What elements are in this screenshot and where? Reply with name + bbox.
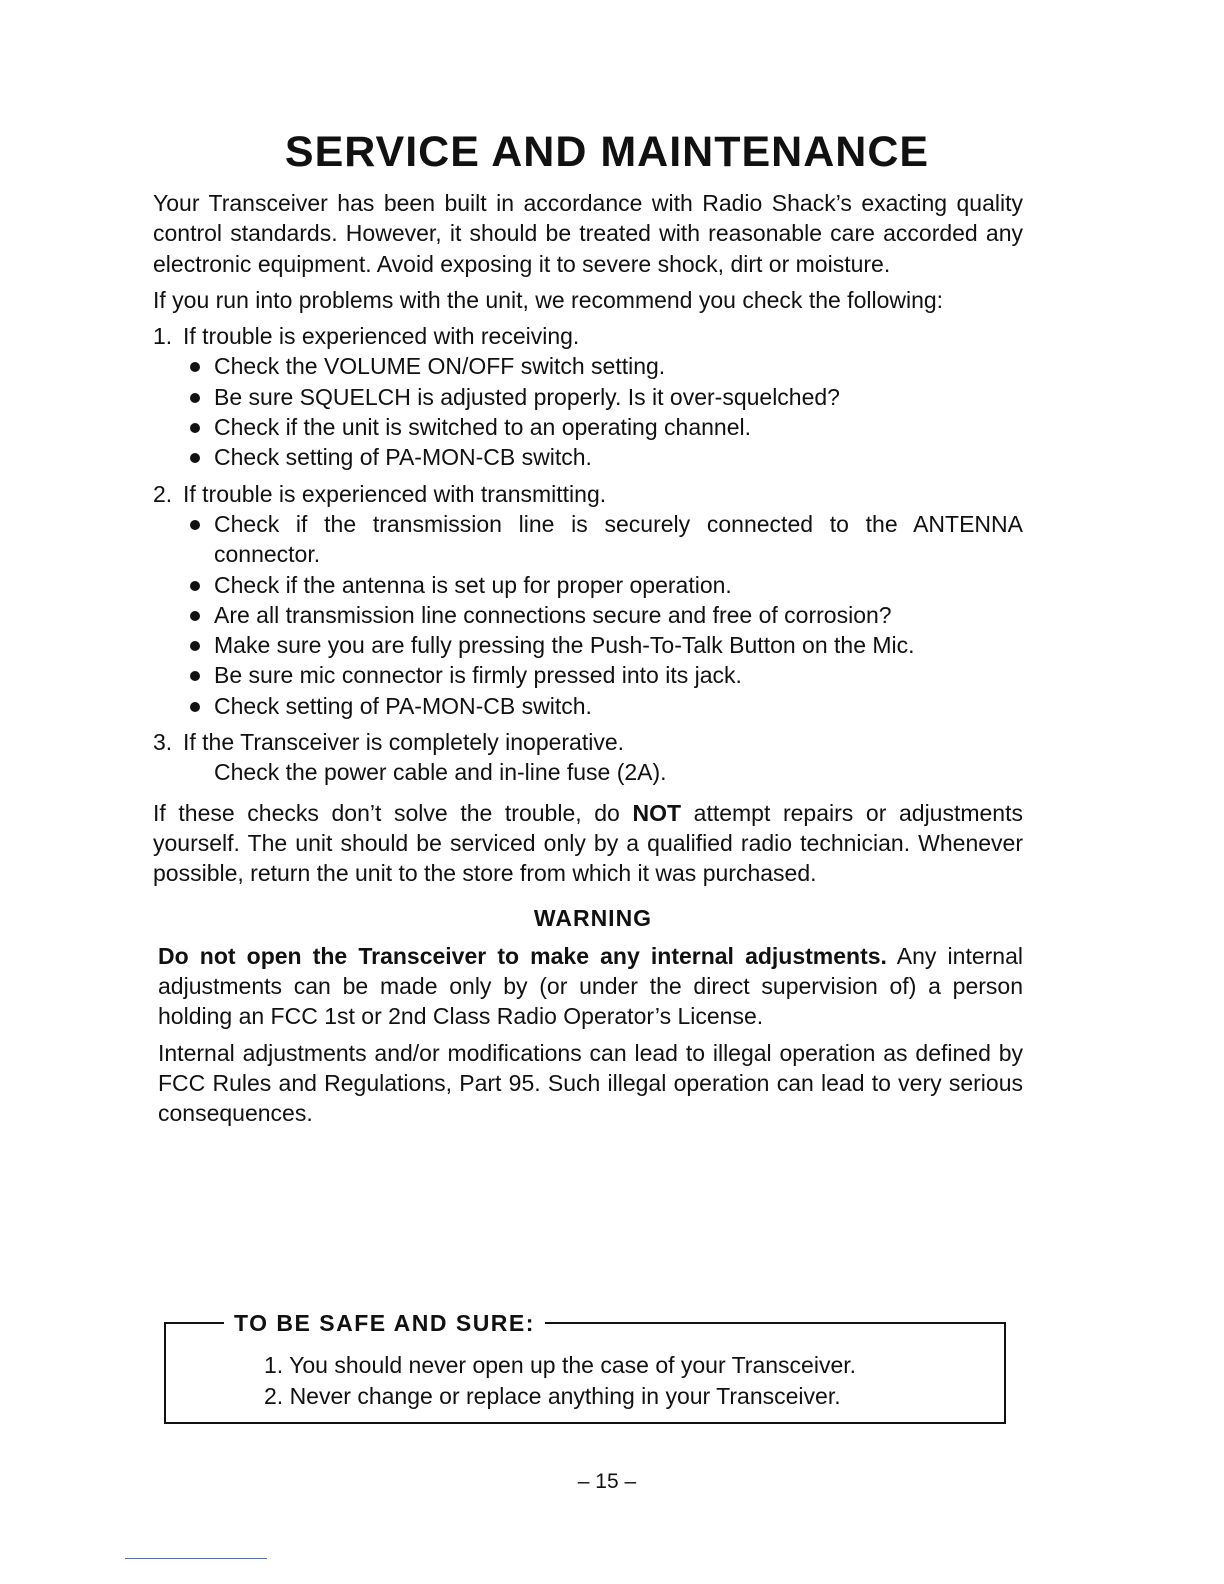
page-title: SERVICE AND MAINTENANCE [284,128,930,176]
bullet-icon [190,453,200,463]
bullet-icon [190,393,200,403]
bullet-icon [190,641,200,651]
check-intro-paragraph: If you run into problems with the unit, we recommend you check the following: [153,286,944,313]
section-heading: If trouble is experienced with transmitting. [183,480,607,507]
list-item: Are all transmission line connections secure and free of corrosion? [183,600,1023,630]
warning-paragraph: Do not open the Transceiver to make any internal adjustments. Any internal adjustments can be made only by (or under the direct supervision of) a person holding an FCC 1st or 2nd Class Radio Operator’s License. [158,942,1023,1030]
list-item: Check if the antenna is set up for proper operation. [183,570,1023,600]
section-number: 2. [153,480,173,507]
bullet-list [153,509,1023,721]
warning-title: WARNING [533,904,653,931]
main-content [153,188,1023,1129]
list-item: Check if the transmission line is securely connected to the ANTENNA connector. [183,509,1023,570]
section-heading: If trouble is experienced with receiving. [183,323,580,350]
safe-and-sure-box [164,1310,1006,1424]
list-item: Make sure you are fully pressing the Push-To-Talk Button on the Mic. [183,630,1023,660]
safe-box-list [264,1350,856,1412]
bullet-icon [190,581,200,591]
warning-second-paragraph: Internal adjustments and/or modifications can lead to illegal operation as defined by FCC Rules and Regulations, Part 95. Such illegal operation can lead to very serious consequences. [158,1039,1023,1127]
list-item: 2. Never change or replace anything in your Transceiver. [264,1383,841,1409]
section-heading: If the Transceiver is completely inoperative. [183,729,625,756]
list-item: 1. You should never open up the case of your Transceiver. [264,1352,857,1378]
section-text: Check the power cable and in-line fuse (2A). [214,759,667,786]
list-item: Be sure mic connector is firmly pressed into its jack. [183,660,1023,690]
warning-section [153,941,1023,1129]
list-item: Check setting of PA-MON-CB switch. [183,691,1023,721]
bullet-icon [190,362,200,372]
bullet-icon [190,611,200,621]
page-number: – 15 – [577,1470,637,1493]
scan-edge-line [125,1558,267,1559]
bullet-icon [190,671,200,681]
intro-paragraph: Your Transceiver has been built in accordance with Radio Shack’s exacting quality control standards. However, it should be treated with reasonable care accorded any electronic equipment. Avoid exposing it to severe shock, dirt or moisture. [153,190,1023,277]
section-inoperative [153,727,1023,788]
bullet-icon [190,702,200,712]
list-item: Be sure SQUELCH is adjusted properly. Is it over-squelched? [183,382,1023,412]
emphasis-not: NOT [632,799,682,826]
list-item: Check setting of PA-MON-CB switch. [183,442,1023,472]
safe-box-title: TO BE SAFE AND SURE: [224,1308,545,1338]
bullet-list [153,351,1023,472]
closing-paragraph: If these checks don’t solve the trouble, do NOT attempt repairs or adjustments yourself. The unit should be serviced only by a qualified radio technician. Whenever possible, return the unit to the store from which it was purchased. [153,799,1023,887]
section-receiving [153,321,1023,472]
bullet-icon [190,423,200,433]
list-item: Check if the unit is switched to an operating channel. [183,412,1023,442]
section-number: 1. [153,323,173,350]
section-number: 3. [153,729,173,756]
bullet-icon [190,520,200,530]
warning-bold-lead: Do not open the Transceiver to make any internal adjustments. [158,942,887,969]
section-transmitting [153,479,1023,721]
list-item: Check the VOLUME ON/OFF switch setting. [183,351,1023,381]
